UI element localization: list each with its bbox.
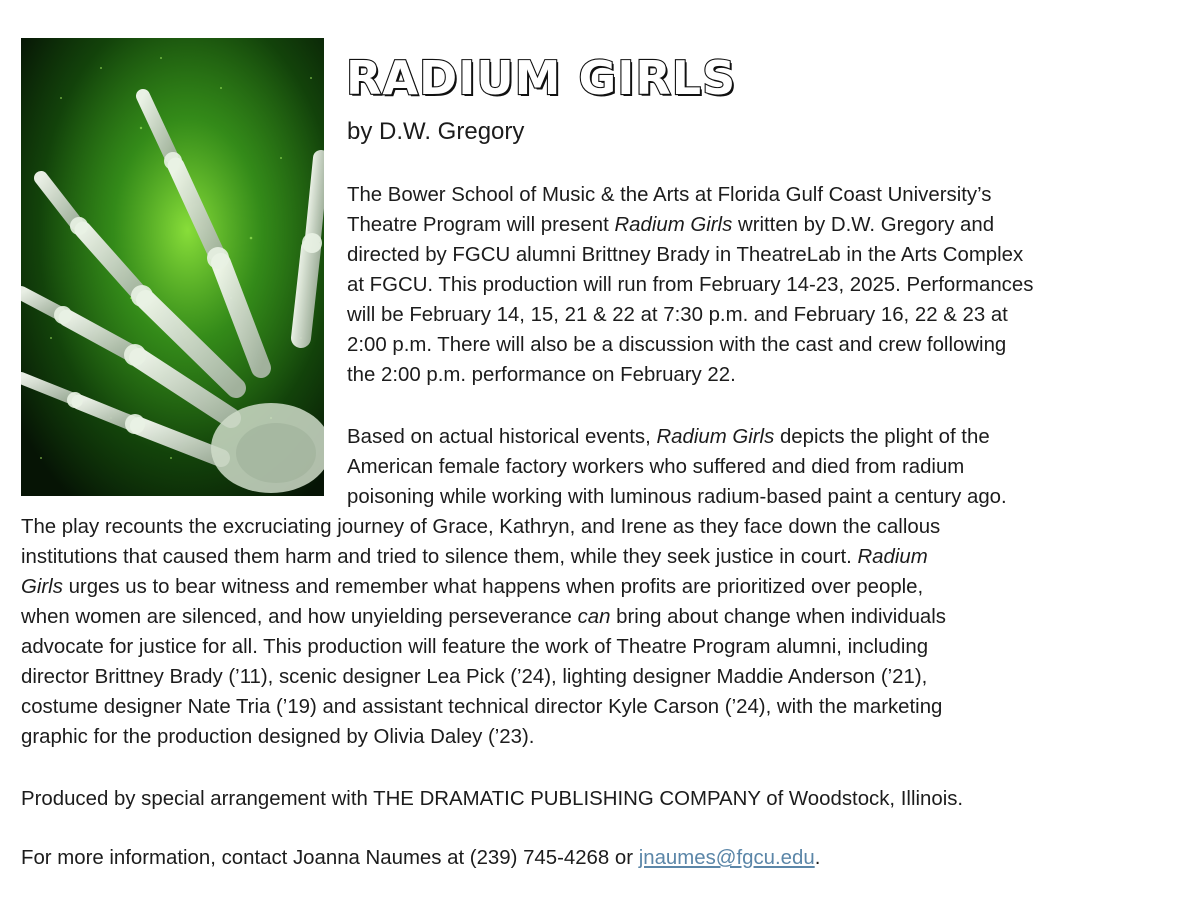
- text-line: 2:00 p.m. There will also be a discussion with the cast and crew following: [347, 334, 1007, 356]
- text-line: [21, 572, 1007, 602]
- text-line: American female factory workers who suffered and died from radium: [347, 456, 965, 478]
- synopsis-paragraph: [21, 422, 1007, 752]
- text-line: costume designer Nate Tria (’19) and assistant technical director Kyle Carson (’24), with the marketing: [21, 696, 943, 718]
- text-span: bring about change when individuals: [610, 606, 947, 628]
- contact-paragraph: [21, 843, 820, 873]
- play-title-italic: Radium: [857, 546, 928, 568]
- text-span: institutions that caused them harm and tried to silence them, while they seek justice in court.: [21, 546, 858, 568]
- byline: by D.W. Gregory: [347, 118, 525, 145]
- text-span: depicts the plight of the: [774, 426, 990, 448]
- text-line: graphic for the production designed by Olivia Daley (’23).: [21, 726, 535, 748]
- text-span: Theatre Program will present: [347, 214, 615, 236]
- text-span: written by D.W. Gregory and: [732, 214, 995, 236]
- rights-paragraph: Produced by special arrangement with THE DRAMATIC PUBLISHING COMPANY of Woodstock, Illinois.: [21, 788, 964, 810]
- emphasis-italic: can: [577, 606, 611, 628]
- play-title-italic: Radium Girls: [656, 426, 775, 448]
- page-title: RADIUM GIRLS: [346, 51, 737, 105]
- text-line: [21, 602, 1007, 632]
- text-line: poisoning while working with luminous radium-based paint a century ago.: [347, 486, 1007, 508]
- text-line: will be February 14, 15, 21 & 22 at 7:30 p.m. and February 16, 22 & 23 at: [347, 304, 1008, 326]
- text-line: The Bower School of Music & the Arts at Florida Gulf Coast University’s: [347, 184, 992, 206]
- text-line: The play recounts the excruciating journey of Grace, Kathryn, and Irene as they face down the callous: [21, 516, 941, 538]
- text-line: at FGCU. This production will run from February 14-23, 2025. Performances: [347, 274, 1034, 296]
- play-title-italic: Radium Girls: [614, 214, 733, 236]
- text-span: urges us to bear witness and remember what happens when profits are prioritized over people,: [62, 576, 924, 598]
- text-line: advocate for justice for all. This production will feature the work of Theatre Program alumni, including: [21, 636, 929, 658]
- contact-suffix: .: [814, 847, 821, 869]
- text-line: [347, 210, 1033, 240]
- text-line: [21, 422, 1007, 452]
- text-line: directed by FGCU alumni Brittney Brady in TheatreLab in the Arts Complex: [347, 244, 1024, 266]
- text-span: Based on actual historical events,: [347, 426, 657, 448]
- text-span: when women are silenced, and how unyielding perseverance: [21, 606, 578, 628]
- contact-text: For more information, contact Joanna Naumes at (239) 745-4268 or: [21, 847, 639, 869]
- text-line: director Brittney Brady (’11), scenic designer Lea Pick (’24), lighting designer Maddie Anderson (’21),: [21, 666, 928, 688]
- intro-paragraph: [347, 180, 1033, 390]
- play-title-italic: Girls: [21, 576, 63, 598]
- email-link[interactable]: jnaumes@fgcu.edu: [638, 847, 815, 869]
- text-line: the 2:00 p.m. performance on February 22.: [347, 364, 736, 386]
- text-line: [21, 542, 1007, 572]
